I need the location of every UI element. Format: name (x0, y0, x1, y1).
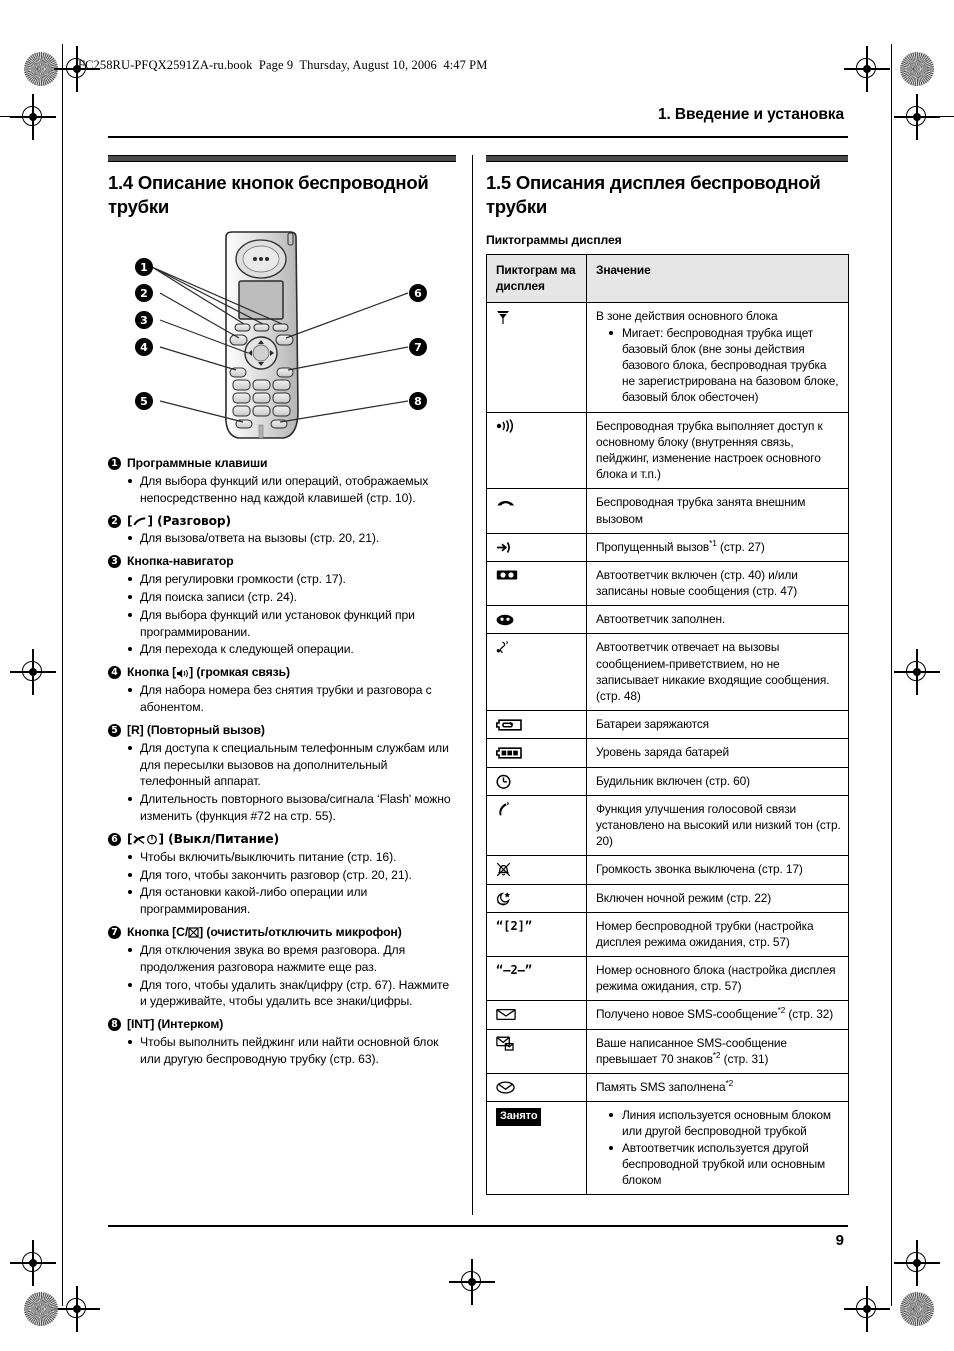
table-row (487, 489, 849, 533)
meaning-lead (596, 1079, 841, 1095)
item-2-bullets (108, 530, 456, 547)
table-row (487, 856, 849, 884)
svg-text:7: 7 (414, 341, 422, 355)
icon-cell (487, 1102, 587, 1195)
meaning-cell (587, 912, 849, 956)
meaning-lead: Автоответчик отвечает на вызовы сообщением-приветствием, но не записывает никакие входящие сообщения. (стр. 48) (596, 640, 830, 704)
list-item: Для набора номера без снятия трубки и разговора с абонентом. (127, 682, 456, 716)
list-item: Для того, чтобы удалить знак/цифру (стр. 67). Нажмите и удерживайте, чтобы удалить все знаки/цифры. (127, 977, 456, 1011)
item-7-title-prefix: Кнопка [C/ (127, 924, 189, 939)
list-item: Мигает: беспроводная трубка ищет базовый блок (вне зоны действия базового блока, беспроводная трубка не зарегистрирована на базовом блоке, базовый блок обесточен) (609, 325, 841, 406)
table-row (487, 795, 849, 856)
item-3-heading (108, 554, 456, 570)
list-item: Для выбора функций или установок функций при программировании. (127, 607, 456, 641)
icon-cell (487, 303, 587, 412)
meaning-lead: Включен ночной режим (стр. 22) (596, 890, 772, 905)
meaning-lead: Функция улучшения голосовой связи установлено на высокий или низкий тон (стр. 20) (596, 801, 841, 849)
column-divider (472, 155, 473, 1215)
page-frame-right-edge (891, 44, 892, 1306)
meaning-lead: Уровень заряда батарей (596, 745, 729, 760)
table-row (487, 561, 849, 605)
item-7-bullets (108, 942, 456, 1010)
item-3-bullets (108, 571, 456, 658)
item-7-title (127, 925, 456, 941)
item-6-bullets (108, 849, 456, 918)
table-row (487, 606, 849, 634)
meaning-bullets (596, 1107, 841, 1188)
meaning-lead: Автоответчик заполнен. (596, 612, 726, 627)
key-description-item-5 (108, 723, 456, 825)
cassette-full-icon (496, 614, 514, 626)
icon-cell (487, 634, 587, 711)
alarm-clock-icon (496, 774, 511, 789)
key-description-item-8 (108, 1017, 456, 1068)
handset-number-text: “[2]” (496, 918, 533, 933)
envelope-full-icon (496, 1081, 515, 1094)
svg-text:1: 1 (140, 261, 148, 275)
missed-call-icon (496, 541, 512, 554)
handset-diagram (108, 229, 456, 449)
icon-cell (487, 739, 587, 767)
list-item: Длительность повторного вызова/сигнала ‘Flash' можно изменить (функция #72 на стр. 55). (127, 791, 456, 825)
table-row (487, 412, 849, 489)
list-item: Для отключения звука во время разговора. Для продолжения разговора нажмите еще раз. (127, 942, 456, 976)
item-2-title-suffix: ] (Разговор) (147, 513, 232, 528)
callout-badge-3: 3 (108, 555, 121, 568)
callout-badge-1: 1 (108, 457, 121, 470)
meaning-text: Ваше написанное SMS-сообщение превышает 70 знаков (596, 1035, 787, 1066)
item-1-heading (108, 456, 456, 472)
table-row (487, 533, 849, 561)
svg-text:4: 4 (140, 341, 148, 355)
handset-talk-icon (132, 516, 147, 527)
display-icons-table (486, 254, 849, 1195)
list-item: Чтобы выполнить пейджинг или найти основной блок или другую беспроводную трубку (стр. 63). (127, 1034, 456, 1068)
meaning-lead: Батареи заряжаются (596, 717, 709, 732)
item-4-title-suffix: ] (громкая связь) (189, 665, 290, 680)
crop-line-top-left (0, 116, 50, 117)
footnote-ref: *1 (709, 537, 717, 548)
envelope-overflow-icon (496, 1036, 514, 1051)
icon-cell (487, 884, 587, 912)
item-2-title-prefix: [ (127, 513, 133, 528)
left-column (108, 155, 456, 1068)
item-3-title: Кнопка-навигатор (127, 554, 234, 569)
item-6-title-suffix: ] (Выкл/Питание) (158, 831, 280, 846)
item-5-title: [R] (Повторный вызов) (127, 722, 265, 737)
section-rule-left (108, 155, 456, 162)
callout-badge-8: 8 (108, 1018, 121, 1031)
item-4-heading (108, 665, 456, 681)
meaning-tail: (стр. 32) (785, 1007, 834, 1022)
registration-mark-bottom-right (900, 1246, 934, 1280)
table-row (487, 884, 849, 912)
meaning-lead (596, 1006, 841, 1022)
item-8-title: [INT] (Интерком) (127, 1017, 224, 1032)
ringer-off-icon (496, 862, 511, 877)
item-7-title-suffix: ] (очистить/отключить микрофон) (199, 924, 402, 939)
footnote-ref: *2 (712, 1049, 721, 1060)
icon-cell (487, 412, 587, 489)
section-title-1-5: 1.5 Описания дисплея беспроводной трубки (486, 172, 821, 218)
meaning-cell (587, 957, 849, 1001)
callout-badge-2: 2 (108, 515, 121, 528)
cassette-icon (496, 569, 518, 581)
item-1-bullets (108, 473, 456, 507)
meaning-lead: Номер беспроводной трубки (настройка дисплея режима ожидания, стр. 57) (596, 918, 814, 949)
list-item: Чтобы включить/выключить питание (стр. 16). (127, 849, 456, 866)
table-row (487, 957, 849, 1001)
icon-cell (487, 1074, 587, 1102)
meaning-lead: Номер основного блока (настройка дисплея режима ожидания, стр. 57) (596, 963, 836, 994)
battery-level-icon (496, 747, 522, 759)
meaning-text: Память SMS заполнена (596, 1080, 726, 1095)
offpower-icon (132, 834, 158, 845)
meaning-lead (596, 539, 841, 555)
item-7-heading (108, 925, 456, 941)
meaning-lead: Громкость звонка выключена (стр. 17) (596, 862, 803, 877)
radio-waves-icon (496, 419, 516, 433)
table-row (487, 1029, 849, 1073)
greeting-only-icon (496, 640, 512, 655)
meaning-lead: Будильник включен (стр. 60) (596, 773, 750, 788)
meaning-cell (587, 1029, 849, 1073)
table-row (487, 1001, 849, 1029)
icon-cell (487, 767, 587, 795)
mute-icon (188, 927, 199, 938)
table-row (487, 739, 849, 767)
key-description-item-6 (108, 832, 456, 918)
list-item: Для поиска записи (стр. 24). (127, 589, 456, 606)
voice-enhancer-icon (496, 801, 510, 817)
meaning-tail: (стр. 27) (716, 539, 765, 554)
callout-badge-5: 5 (108, 724, 121, 737)
meaning-cell (587, 606, 849, 634)
icon-cell (487, 795, 587, 856)
item-2-heading (108, 514, 456, 530)
page-number: 9 (835, 1232, 844, 1249)
meaning-text: Получено новое SMS-сообщение (596, 1007, 778, 1022)
envelope-icon (496, 1008, 516, 1021)
right-column (486, 155, 848, 1195)
meaning-cell (587, 795, 849, 856)
meaning-cell (587, 739, 849, 767)
svg-text:3: 3 (140, 314, 148, 328)
meaning-cell (587, 489, 849, 533)
list-item: Для доступа к специальным телефонным службам или для пересылки вызовов на дополнительный телефонный аппарат. (127, 740, 456, 790)
list-item: Для регулировки громкости (стр. 17). (127, 571, 456, 588)
key-description-item-3 (108, 554, 456, 658)
callout-badge-7: 7 (108, 926, 121, 939)
item-6-heading (108, 832, 456, 848)
item-4-bullets (108, 682, 456, 716)
meaning-cell (587, 767, 849, 795)
meaning-cell (587, 856, 849, 884)
item-4-title-prefix: Кнопка [ (127, 665, 177, 680)
icon-cell (487, 1001, 587, 1029)
footnote-ref: *2 (777, 1005, 786, 1016)
section-rule-right (486, 155, 848, 162)
icon-cell (487, 711, 587, 739)
list-item: Для остановки какой-либо операции или программирования. (127, 884, 456, 918)
item-6-title-prefix: [ (127, 831, 133, 846)
meaning-lead: В зоне действия основного блока (596, 309, 778, 324)
base-number-text: “–2–” (496, 963, 533, 978)
halftone-dot-bottom-right (900, 1292, 934, 1326)
icon-cell (487, 912, 587, 956)
meaning-cell (587, 1001, 849, 1029)
meaning-lead (596, 1035, 841, 1067)
speakerphone-icon (176, 668, 189, 679)
key-description-item-4 (108, 665, 456, 716)
table-row (487, 912, 849, 956)
svg-text:5: 5 (140, 395, 148, 409)
meaning-text: Пропущенный вызов (596, 539, 710, 554)
footnote-ref: *2 (725, 1078, 734, 1089)
svg-text:2: 2 (140, 287, 148, 301)
crop-line-top-right (904, 116, 954, 117)
running-head-rule (108, 136, 848, 138)
icon-cell (487, 606, 587, 634)
halftone-dot-top-right (900, 52, 934, 86)
table-row (487, 1102, 849, 1195)
item-6-title (127, 832, 456, 848)
callout-badge-6: 6 (108, 833, 121, 846)
display-icons-subheading: Пиктограммы дисплея (486, 233, 622, 248)
meaning-cell (587, 711, 849, 739)
meaning-cell (587, 561, 849, 605)
halftone-dot-top-left (24, 52, 58, 86)
meaning-cell (587, 1102, 849, 1195)
table-row (487, 711, 849, 739)
halftone-dot-bottom-left (24, 1292, 58, 1326)
busy-label: Занято (496, 1108, 541, 1126)
meaning-cell (587, 634, 849, 711)
item-4-title (127, 665, 456, 681)
list-item: Для выбора функций или операций, отображаемых непосредственно над каждой клавишей (стр. 10). (127, 473, 456, 507)
table-header-row (487, 255, 849, 303)
meaning-cell (587, 303, 849, 412)
handset-offhook-icon (496, 497, 516, 509)
meaning-cell (587, 1074, 849, 1102)
list-item: Линия используется основным блоком или другой беспроводной трубкой (609, 1107, 841, 1139)
key-description-item-7 (108, 925, 456, 1010)
registration-mark-mid-left (16, 655, 50, 689)
page-frame-left-edge (62, 44, 63, 1306)
antenna-signal-icon (496, 309, 510, 325)
meaning-cell (587, 884, 849, 912)
list-item: Для того, чтобы закончить разговор (стр. 20, 21). (127, 867, 456, 884)
icon-cell (487, 489, 587, 533)
item-2-title (127, 514, 456, 530)
icon-cell (487, 533, 587, 561)
meaning-lead: Автоответчик включен (стр. 40) и/или записаны новые сообщения (стр. 47) (596, 567, 798, 599)
item-8-bullets (108, 1034, 456, 1068)
item-5-heading (108, 723, 456, 739)
column-header-icon: Пиктограм ма дисплея (487, 255, 587, 303)
meaning-cell (587, 533, 849, 561)
meaning-lead: Беспроводная трубка выполняет доступ к основному блоку (внутренняя связь, пейджинг, изменение настроек основного блока и т.п.) (596, 418, 823, 482)
meaning-lead: Беспроводная трубка занята внешним вызовом (596, 495, 806, 526)
meaning-bullets (596, 325, 841, 406)
meaning-cell (587, 412, 849, 489)
table-row (487, 303, 849, 412)
table-row (487, 767, 849, 795)
icon-cell (487, 856, 587, 884)
list-item: Автоответчик используется другой беспроводной трубкой или основным блоком (609, 1140, 841, 1189)
footer-rule (108, 1225, 848, 1227)
item-1-title: Программные клавиши (127, 456, 268, 471)
svg-text:8: 8 (414, 395, 422, 409)
item-8-heading (108, 1017, 456, 1033)
list-item: Для вызова/ответа на вызовы (стр. 20, 21). (127, 530, 456, 547)
registration-mark-bottom-left (16, 1246, 50, 1280)
table-row (487, 634, 849, 711)
key-description-item-1 (108, 456, 456, 507)
battery-charging-icon (496, 719, 522, 731)
list-item: Для перехода к следующей операции. (127, 641, 456, 658)
column-header-meaning: Значение (587, 255, 849, 303)
svg-text:6: 6 (414, 287, 422, 301)
meaning-tail: (стр. 31) (720, 1051, 769, 1066)
registration-mark-mid-right (900, 655, 934, 689)
file-info-line: FC258RU-PFQX2591ZA-ru.book Page 9 Thursday, August 10, 2006 4:47 PM (78, 58, 488, 72)
icon-cell (487, 957, 587, 1001)
icon-cell (487, 561, 587, 605)
running-head: 1. Введение и установка (658, 106, 844, 123)
callout-badge-4: 4 (108, 666, 121, 679)
item-5-bullets (108, 740, 456, 825)
section-title-1-4: 1.4 Описание кнопок беспроводной трубки (108, 172, 429, 218)
key-description-item-2 (108, 514, 456, 548)
night-mode-icon (496, 891, 512, 906)
table-row (487, 1074, 849, 1102)
icon-cell (487, 1029, 587, 1073)
